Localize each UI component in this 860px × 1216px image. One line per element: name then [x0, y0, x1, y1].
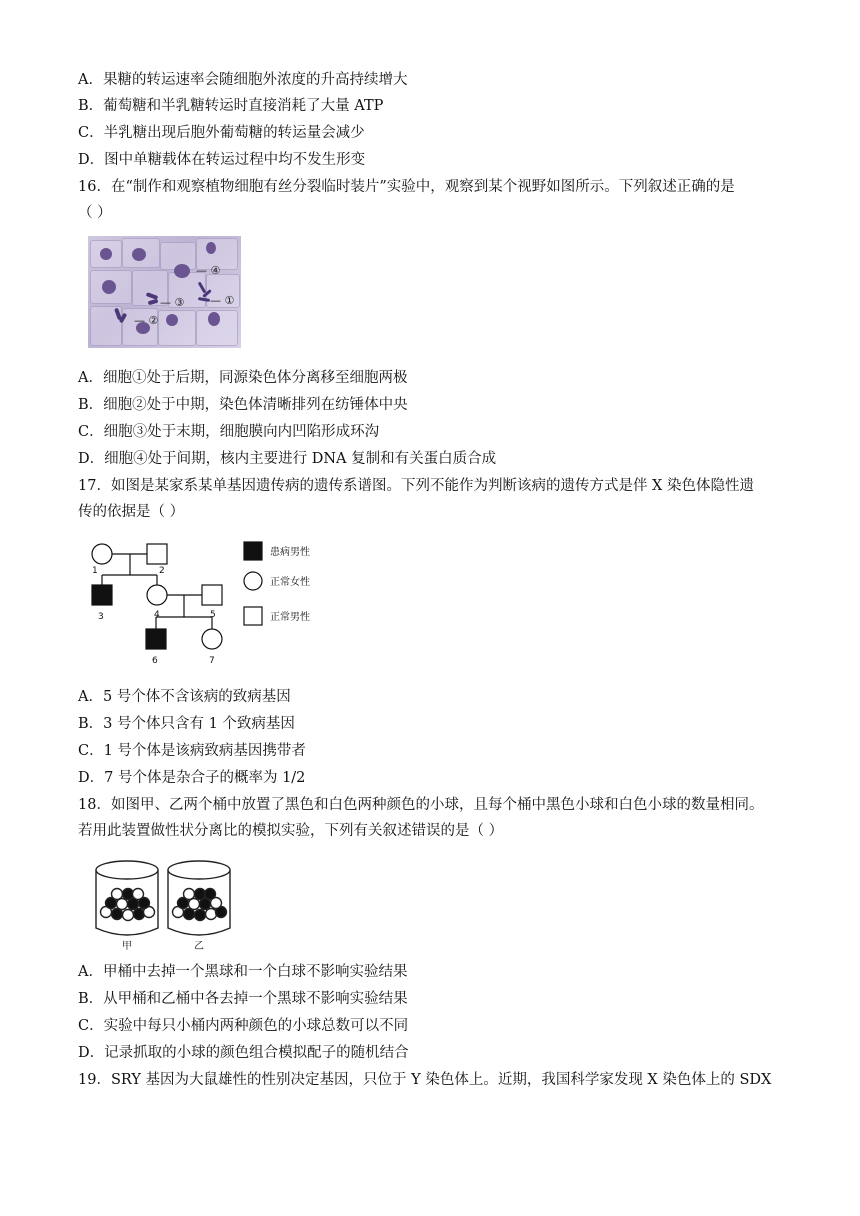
pedigree-individual-3: [92, 585, 112, 605]
legend-normal-female: 正常女性: [270, 577, 310, 588]
pedigree-individual-5: [202, 585, 222, 605]
q15-option-d: D．图中单糖载体在转运过程中均不发生形变: [78, 152, 366, 168]
q16-option-b: B．细胞②处于中期，染色体清晰排列在纺锤体中央: [78, 397, 408, 413]
q17-option-d: D．7 号个体是杂合子的概率为 1/2: [78, 770, 306, 786]
q17-stem-line1: 17．如图是某家系某单基因遗传病的遗传系谱图。下列不能作为判断该病的遗传方式是伴 X 染色体隐性遗: [78, 478, 754, 494]
pedigree-individual-1: [92, 544, 112, 564]
q18-stem-line1: 18．如图甲、乙两个桶中放置了黑色和白色两种颜色的小球，且每个桶中黑色小球和白色小球的数量相同。: [78, 797, 764, 813]
q15-option-c: C．半乳糖出现后胞外葡萄糖的转运量会减少: [78, 125, 365, 141]
q17-option-a: A．5 号个体不含该病的致病基因: [78, 689, 291, 705]
pedigree-number-1: 1: [92, 566, 98, 576]
q17-option-c: C．1 号个体是该病致病基因携带者: [78, 743, 306, 759]
q18-option-c: C．实验中每只小桶内两种颜色的小球总数可以不同: [78, 1018, 409, 1034]
pedigree-number-5: 5: [210, 610, 216, 620]
q17-stem-line2: 传的依据是（ ）: [78, 504, 185, 520]
q16-option-d: D．细胞④处于间期，核内主要进行 DNA 复制和有关蛋白质合成: [78, 451, 497, 467]
pedigree-individual-7: [202, 629, 222, 649]
micrograph-label-2: — ②: [134, 314, 159, 327]
q18-stem-line2: 若用此装置做性状分离比的模拟实验，下列有关叙述错误的是（ ）: [78, 823, 504, 839]
micrograph-label-4: — ④: [196, 264, 221, 277]
legend-normal-male: 正常男性: [270, 612, 310, 623]
bucket-label-yi: 乙: [194, 941, 204, 952]
q16-option-c: C．细胞③处于末期，细胞膜向内凹陷形成环沟: [78, 424, 380, 440]
pedigree-number-7: 7: [209, 656, 215, 666]
bucket-label-jia: 甲: [122, 941, 132, 952]
pedigree-individual-4: [147, 585, 167, 605]
q16-stem-line2: （ ）: [78, 205, 112, 221]
pedigree-number-3: 3: [98, 612, 104, 622]
pedigree-number-4: 4: [154, 610, 160, 620]
micrograph-label-1: — ①: [210, 294, 235, 307]
pedigree-chart: [84, 535, 334, 670]
pedigree-number-2: 2: [159, 566, 165, 576]
legend-affected-male: 患病男性: [270, 547, 310, 558]
ball-buckets-figure: [90, 852, 240, 952]
bucket-yi: [168, 861, 230, 935]
q15-option-a: A．果糖的转运速率会随细胞外浓度的升高持续增大: [78, 72, 408, 88]
q18-option-b: B．从甲桶和乙桶中各去掉一个黑球不影响实验结果: [78, 991, 408, 1007]
q15-option-b: B．葡萄糖和半乳糖转运时直接消耗了大量 ATP: [78, 98, 384, 114]
pedigree-number-6: 6: [152, 656, 158, 666]
legend-normal-male-symbol: [244, 607, 262, 625]
bucket-jia: [96, 861, 158, 935]
legend-affected-male-symbol: [244, 542, 262, 560]
q18-option-a: A．甲桶中去掉一个黑球和一个白球不影响实验结果: [78, 964, 408, 980]
pedigree-individual-6: [146, 629, 166, 649]
q16-option-a: A．细胞①处于后期，同源染色体分离移至细胞两极: [78, 370, 408, 386]
q16-stem-line1: 16．在“制作和观察植物细胞有丝分裂临时装片”实验中，观察到某个视野如图所示。下列叙述正确的是: [78, 179, 735, 195]
pedigree-individual-2: [147, 544, 167, 564]
q18-option-d: D．记录抓取的小球的颜色组合模拟配子的随机结合: [78, 1045, 409, 1061]
legend-normal-female-symbol: [244, 572, 262, 590]
q19-stem-line1: 19．SRY 基因为大鼠雄性的性别决定基因，只位于 Y 染色体上。近期，我国科学家发现 X 染色体上的 SDX: [78, 1072, 772, 1088]
q17-option-b: B．3 号个体只含有 1 个致病基因: [78, 716, 295, 732]
mitosis-micrograph: [88, 236, 241, 348]
micrograph-label-3: — ③: [160, 296, 185, 309]
